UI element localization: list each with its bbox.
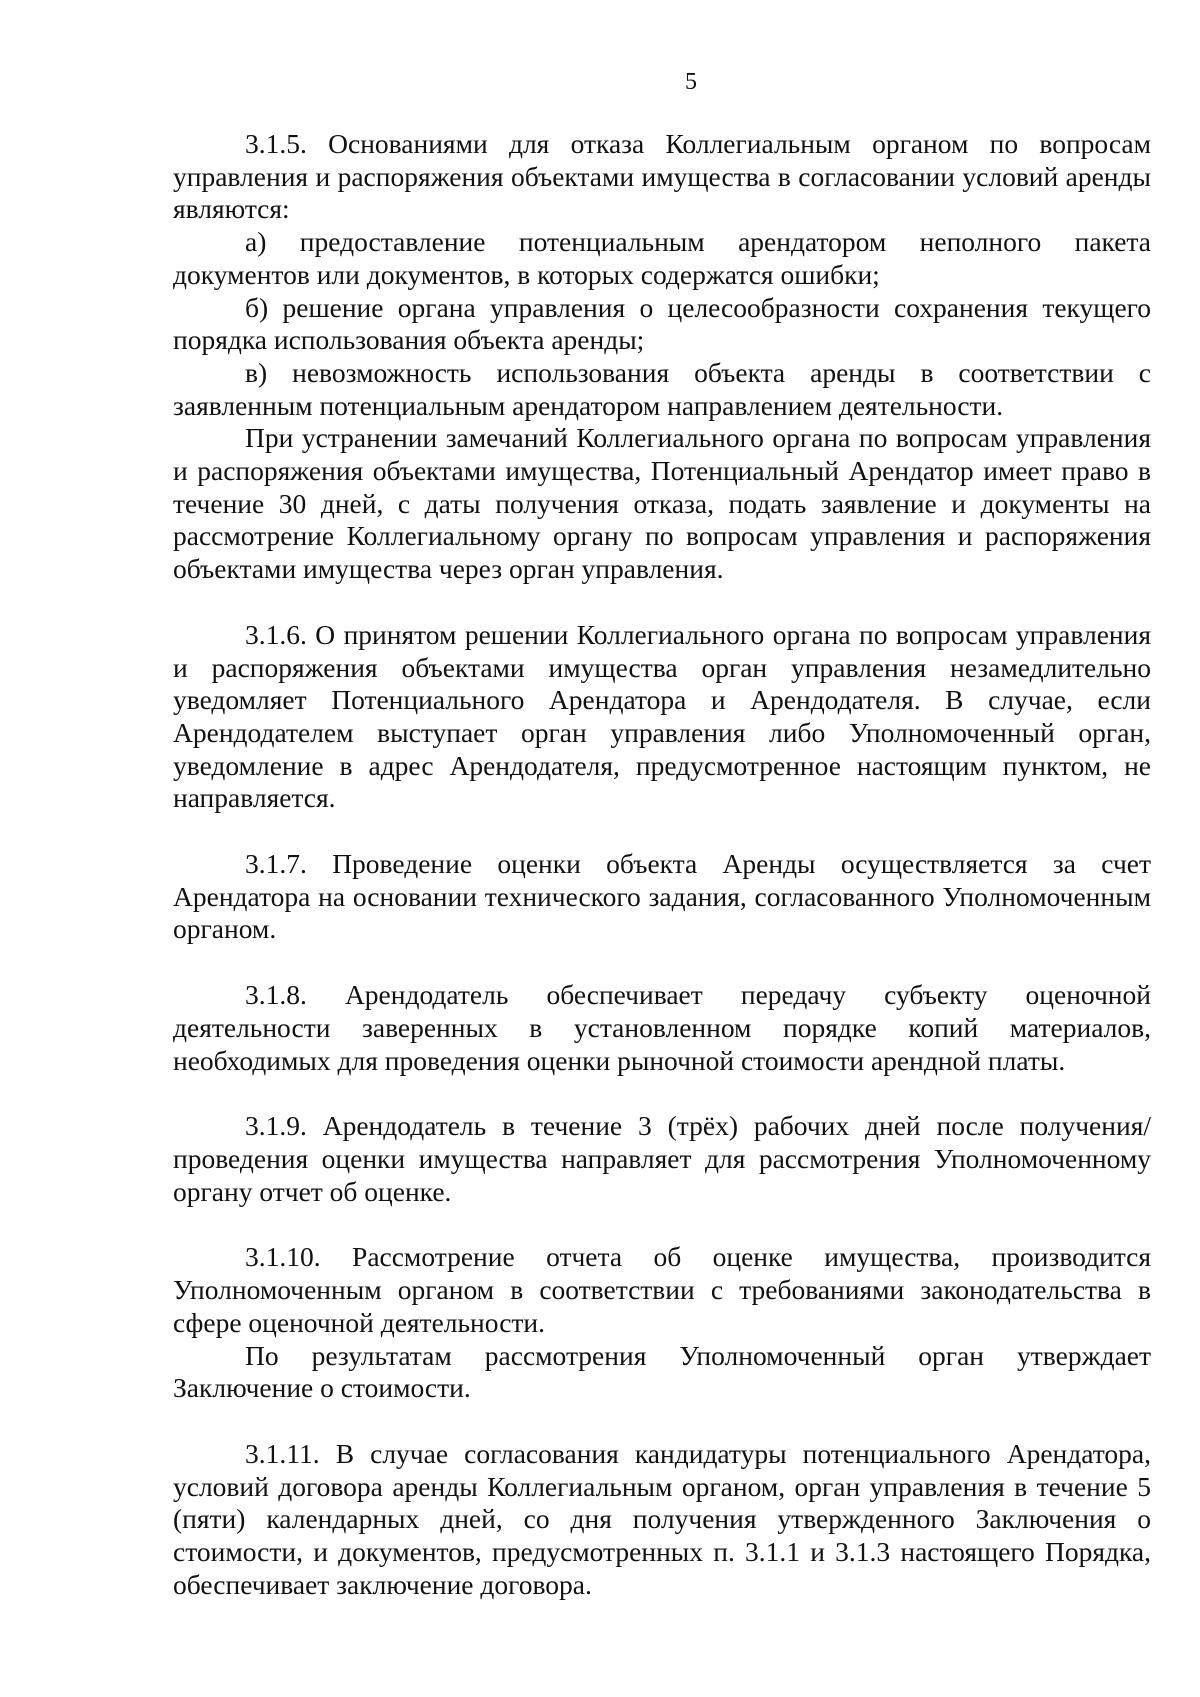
paragraph-item-a: а) предоставление потенциальным арендатором неполного пакета документов или документов, в которых содержатся ошибки; bbox=[173, 226, 1151, 290]
paragraph-gap bbox=[173, 1077, 1151, 1110]
paragraph-gap bbox=[173, 946, 1151, 979]
paragraph-3-1-10: 3.1.10. Рассмотрение отчета об оценке имущества, производится Уполномоченным органом в соответствии с требованиями законодательства в сфере оценочной деятельности. bbox=[173, 1241, 1151, 1338]
paragraph-gap bbox=[173, 586, 1151, 619]
paragraph-item-b: б) решение органа управления о целесообразности сохранения текущего порядка использования объекта аренды; bbox=[173, 291, 1151, 356]
paragraph-gap bbox=[173, 1405, 1151, 1438]
page-number: 5 bbox=[685, 69, 697, 95]
paragraph-3-1-5: 3.1.5. Основаниями для отказа Коллегиальным органом по вопросам управления и распоряжения объектами имущества в согласовании условий аренды являются: bbox=[173, 128, 1151, 225]
paragraph-3-1-8: 3.1.8. Арендодатель обеспечивает передачу субъекту оценочной деятельности заверенных в установленном порядке копий материалов, необходимых для проведения оценки рыночной стоимости арендной платы. bbox=[173, 979, 1151, 1076]
paragraph-3-1-11: 3.1.11. В случае согласования кандидатуры потенциального Арендатора, условий договора аренды Коллегиальным органом, орган управления в течение 5 (пяти) календарных дней, со дня получения утвержденного Заключения о стоимости, и документов, предусмотренных п. 3.1.1 и 3.1.3 настоящего Порядка, обеспечивает заключение договора. bbox=[173, 1437, 1151, 1600]
paragraph-remarks: При устранении замечаний Коллегиального органа по вопросам управления и распоряжения объектами имущества, Потенциальный Арендатор имеет право в течение 30 дней, с даты получения отказа, подать заявление и документы на рассмотрение Коллегиальному органу по вопросам управления и распоряжения объектами имущества через орган управления. bbox=[173, 422, 1151, 585]
paragraph-item-v: в) невозможность использования объекта аренды в соответствии с заявленным потенциальным арендатором направлением деятельности. bbox=[173, 356, 1151, 421]
paragraph-gap bbox=[173, 1208, 1151, 1241]
paragraph-3-1-7: 3.1.7. Проведение оценки объекта Аренды осуществляется за счет Арендатора на основании технического задания, согласованного Уполномоченным органом. bbox=[173, 848, 1151, 945]
paragraph-3-1-9: 3.1.9. Арендодатель в течение 3 (трёх) рабочих дней после получения/проведения оценки имущества направляет для рассмотрения Уполномоченному органу отчет об оценке. bbox=[173, 1110, 1151, 1207]
paragraph-review-results: По результатам рассмотрения Уполномоченный орган утверждает Заключение о стоимости. bbox=[173, 1339, 1151, 1404]
document-body bbox=[173, 128, 1151, 1601]
paragraph-3-1-6: 3.1.6. О принятом решении Коллегиального органа по вопросам управления и распоряжения объектами имущества орган управления незамедлительно уведомляет Потенциального Арендатора и Арендодателя. В случае, если Арендодателем выступает орган управления либо Уполномоченный орган, уведомление в адрес Арендодателя, предусмотренное настоящим пунктом, не направляется. bbox=[173, 618, 1151, 814]
paragraph-gap bbox=[173, 815, 1151, 848]
